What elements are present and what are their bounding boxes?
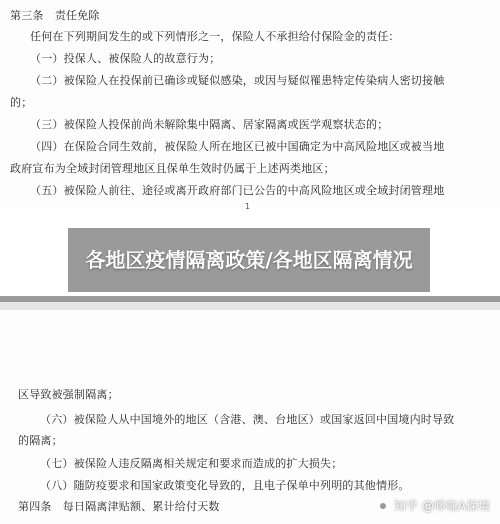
watermark — [376, 497, 490, 514]
exclusion-item-1: （一）投保人、被保险人的故意行为； — [30, 52, 221, 65]
exclusion-item-8: （八）随防疫要求和国家政策变化导致的，且电子保单中列明的其他情形。 — [40, 479, 410, 492]
document-top-page — [0, 0, 500, 210]
exclusion-item-2-cont: 的； — [10, 96, 33, 109]
exclusion-item-4-cont: 政府宣布为全域封闭管理地区且保单生效时仍属于上述两类地区； — [10, 162, 335, 175]
marker-text: 1 — [245, 202, 251, 211]
separator-gap — [0, 302, 500, 310]
exclusion-item-7: （七）被保险人违反隔离相关规定和要求而造成的扩大损失； — [40, 457, 343, 470]
exclusion-item-6: （六）被保险人从中国境外的地区（含港、澳、台地区）或国家返回中国境内时导致 — [40, 413, 455, 426]
article-title: 各地区疫情隔离政策/各地区隔离情况 — [85, 247, 413, 272]
watermark-text: 知乎 @哆啦A保境 — [393, 499, 490, 513]
document-bottom-page — [0, 310, 500, 524]
exclusion-item-3: （三）被保险人投保前尚未解除集中隔离、居家隔离或医学观察状态的； — [30, 118, 389, 131]
article-3-heading: 第三条 责任免除 — [10, 9, 100, 22]
exclusion-item-5-cont: 区导致被强制隔离； — [18, 388, 119, 401]
exclusion-intro: 任何在下列期间发生的或下列情形之一，保险人不承担给付保险金的责任： — [30, 30, 400, 43]
title-banner — [68, 228, 430, 292]
article-4-heading: 第四条 每日隔离津贴额、累计给付天数 — [18, 500, 220, 513]
exclusion-item-2: （二）被保险人在投保前已确诊或疑似感染，或因与疑似罹患特定传染病人密切接触 — [30, 74, 445, 87]
exclusion-item-4: （四）在保险合同生效前，被保险人所在地区已被中国确定为中高风险地区或被当地 — [30, 140, 445, 153]
exclusion-item-5: （五）被保险人前往、途径或离开政府部门已公告的中高风险地区或全域封闭管理地 — [30, 184, 445, 197]
exclusion-item-6-cont: 的隔离； — [18, 434, 63, 447]
user-avatar-icon — [376, 499, 390, 513]
